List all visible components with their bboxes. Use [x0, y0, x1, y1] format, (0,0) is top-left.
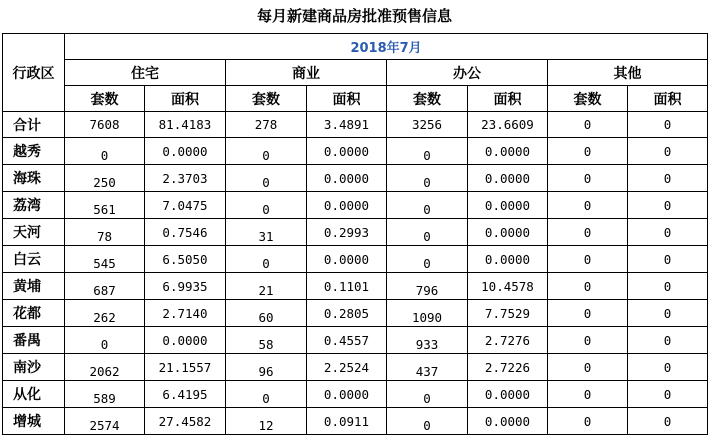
- district-name: 花都: [3, 300, 65, 327]
- office-area-cell: 0.0000: [468, 246, 548, 273]
- office-area-cell: 0.0000: [468, 408, 548, 435]
- residential-area-cell: 81.4183: [145, 112, 226, 138]
- other-area-cell: 0: [628, 327, 708, 354]
- commercial-area-cell: 0.0000: [307, 246, 387, 273]
- other-area-cell: 0: [628, 300, 708, 327]
- office-count-cell: 0: [387, 219, 468, 246]
- area-header: 面积: [628, 86, 708, 112]
- commercial-count-cell: 21: [226, 273, 307, 300]
- table-row: [3, 381, 708, 408]
- residential-area-cell: 6.5050: [145, 246, 226, 273]
- table-row: [3, 138, 708, 165]
- table-row: [3, 327, 708, 354]
- other-count-cell: 0: [548, 408, 628, 435]
- other-count-cell: 0: [548, 327, 628, 354]
- district-name: 白云: [3, 246, 65, 273]
- district-name: 黄埔: [3, 273, 65, 300]
- residential-count-cell: 250: [65, 165, 145, 192]
- district-name: 从化: [3, 381, 65, 408]
- residential-area-cell: 0.7546: [145, 219, 226, 246]
- presale-table: [2, 33, 708, 435]
- commercial-count-cell: 0: [226, 381, 307, 408]
- other-count-cell: 0: [548, 192, 628, 219]
- district-header: 行政区: [3, 34, 65, 112]
- district-name: 增城: [3, 408, 65, 435]
- other-count-cell: 0: [548, 246, 628, 273]
- commercial-count-cell: 0: [226, 165, 307, 192]
- commercial-count-cell: 0: [226, 246, 307, 273]
- commercial-area-cell: 0.2993: [307, 219, 387, 246]
- commercial-count-cell: 0: [226, 138, 307, 165]
- residential-count-cell: 545: [65, 246, 145, 273]
- other-area-cell: 0: [628, 273, 708, 300]
- table-row: [3, 246, 708, 273]
- residential-count-cell: 2574: [65, 408, 145, 435]
- other-count-cell: 0: [548, 219, 628, 246]
- residential-area-cell: 2.7140: [145, 300, 226, 327]
- commercial-count-cell: 58: [226, 327, 307, 354]
- office-area-cell: 23.6609: [468, 112, 548, 138]
- office-area-cell: 0.0000: [468, 138, 548, 165]
- other-count-cell: 0: [548, 381, 628, 408]
- office-area-cell: 10.4578: [468, 273, 548, 300]
- office-count-cell: 3256: [387, 112, 468, 138]
- commercial-area-cell: 0.0911: [307, 408, 387, 435]
- other-area-cell: 0: [628, 246, 708, 273]
- table-row: [3, 112, 708, 138]
- other-area-cell: 0: [628, 408, 708, 435]
- residential-count-cell: 0: [65, 327, 145, 354]
- residential-area-cell: 21.1557: [145, 354, 226, 381]
- residential-area-cell: 0.0000: [145, 327, 226, 354]
- office-count-cell: 0: [387, 165, 468, 192]
- other-area-cell: 0: [628, 219, 708, 246]
- residential-area-cell: 2.3703: [145, 165, 226, 192]
- group-header-residential: 住宅: [65, 60, 226, 86]
- district-name: 番禺: [3, 327, 65, 354]
- other-area-cell: 0: [628, 165, 708, 192]
- table-row: [3, 354, 708, 381]
- table-row: [3, 165, 708, 192]
- table-row: [3, 300, 708, 327]
- count-header: 套数: [65, 86, 145, 112]
- period-header: 2018年7月: [65, 34, 708, 60]
- office-area-cell: 0.0000: [468, 192, 548, 219]
- commercial-area-cell: 0.0000: [307, 138, 387, 165]
- other-count-cell: 0: [548, 300, 628, 327]
- commercial-area-cell: 0.0000: [307, 192, 387, 219]
- count-header: 套数: [548, 86, 628, 112]
- commercial-area-cell: 0.2805: [307, 300, 387, 327]
- other-area-cell: 0: [628, 138, 708, 165]
- district-name: 海珠: [3, 165, 65, 192]
- commercial-count-cell: 0: [226, 192, 307, 219]
- commercial-area-cell: 2.2524: [307, 354, 387, 381]
- other-area-cell: 0: [628, 192, 708, 219]
- commercial-count-cell: 278: [226, 112, 307, 138]
- office-count-cell: 1090: [387, 300, 468, 327]
- residential-count-cell: 2062: [65, 354, 145, 381]
- other-area-cell: 0: [628, 112, 708, 138]
- residential-area-cell: 0.0000: [145, 138, 226, 165]
- office-count-cell: 0: [387, 138, 468, 165]
- group-header-commercial: 商业: [226, 60, 387, 86]
- residential-count-cell: 78: [65, 219, 145, 246]
- residential-count-cell: 687: [65, 273, 145, 300]
- office-count-cell: 0: [387, 192, 468, 219]
- residential-count-cell: 561: [65, 192, 145, 219]
- office-count-cell: 933: [387, 327, 468, 354]
- residential-area-cell: 27.4582: [145, 408, 226, 435]
- commercial-count-cell: 12: [226, 408, 307, 435]
- commercial-area-cell: 0.4557: [307, 327, 387, 354]
- residential-count-cell: 589: [65, 381, 145, 408]
- group-header-office: 办公: [387, 60, 548, 86]
- district-name: 荔湾: [3, 192, 65, 219]
- area-header: 面积: [145, 86, 226, 112]
- residential-count-cell: 7608: [65, 112, 145, 138]
- office-area-cell: 0.0000: [468, 381, 548, 408]
- district-name: 天河: [3, 219, 65, 246]
- table-row: [3, 273, 708, 300]
- commercial-area-cell: 0.1101: [307, 273, 387, 300]
- office-count-cell: 437: [387, 354, 468, 381]
- office-count-cell: 0: [387, 381, 468, 408]
- other-count-cell: 0: [548, 165, 628, 192]
- residential-count-cell: 0: [65, 138, 145, 165]
- table-row: [3, 408, 708, 435]
- office-area-cell: 0.0000: [468, 165, 548, 192]
- table-row: [3, 219, 708, 246]
- count-header: 套数: [226, 86, 307, 112]
- commercial-area-cell: 0.0000: [307, 381, 387, 408]
- office-count-cell: 0: [387, 408, 468, 435]
- other-area-cell: 0: [628, 354, 708, 381]
- office-area-cell: 2.7226: [468, 354, 548, 381]
- table-row: [3, 192, 708, 219]
- commercial-count-cell: 60: [226, 300, 307, 327]
- other-count-cell: 0: [548, 273, 628, 300]
- district-name: 合计: [3, 112, 65, 138]
- page-title: 每月新建商品房批准预售信息: [256, 7, 452, 25]
- count-header: 套数: [387, 86, 468, 112]
- residential-area-cell: 6.9935: [145, 273, 226, 300]
- office-count-cell: 796: [387, 273, 468, 300]
- district-name: 越秀: [3, 138, 65, 165]
- commercial-count-cell: 96: [226, 354, 307, 381]
- commercial-area-cell: 3.4891: [307, 112, 387, 138]
- area-header: 面积: [307, 86, 387, 112]
- other-count-cell: 0: [548, 112, 628, 138]
- other-count-cell: 0: [548, 354, 628, 381]
- area-header: 面积: [468, 86, 548, 112]
- district-name: 南沙: [3, 354, 65, 381]
- other-count-cell: 0: [548, 138, 628, 165]
- office-count-cell: 0: [387, 246, 468, 273]
- commercial-count-cell: 31: [226, 219, 307, 246]
- other-area-cell: 0: [628, 381, 708, 408]
- office-area-cell: 7.7529: [468, 300, 548, 327]
- residential-area-cell: 7.0475: [145, 192, 226, 219]
- office-area-cell: 2.7276: [468, 327, 548, 354]
- commercial-area-cell: 0.0000: [307, 165, 387, 192]
- office-area-cell: 0.0000: [468, 219, 548, 246]
- residential-area-cell: 6.4195: [145, 381, 226, 408]
- residential-count-cell: 262: [65, 300, 145, 327]
- group-header-other: 其他: [548, 60, 708, 86]
